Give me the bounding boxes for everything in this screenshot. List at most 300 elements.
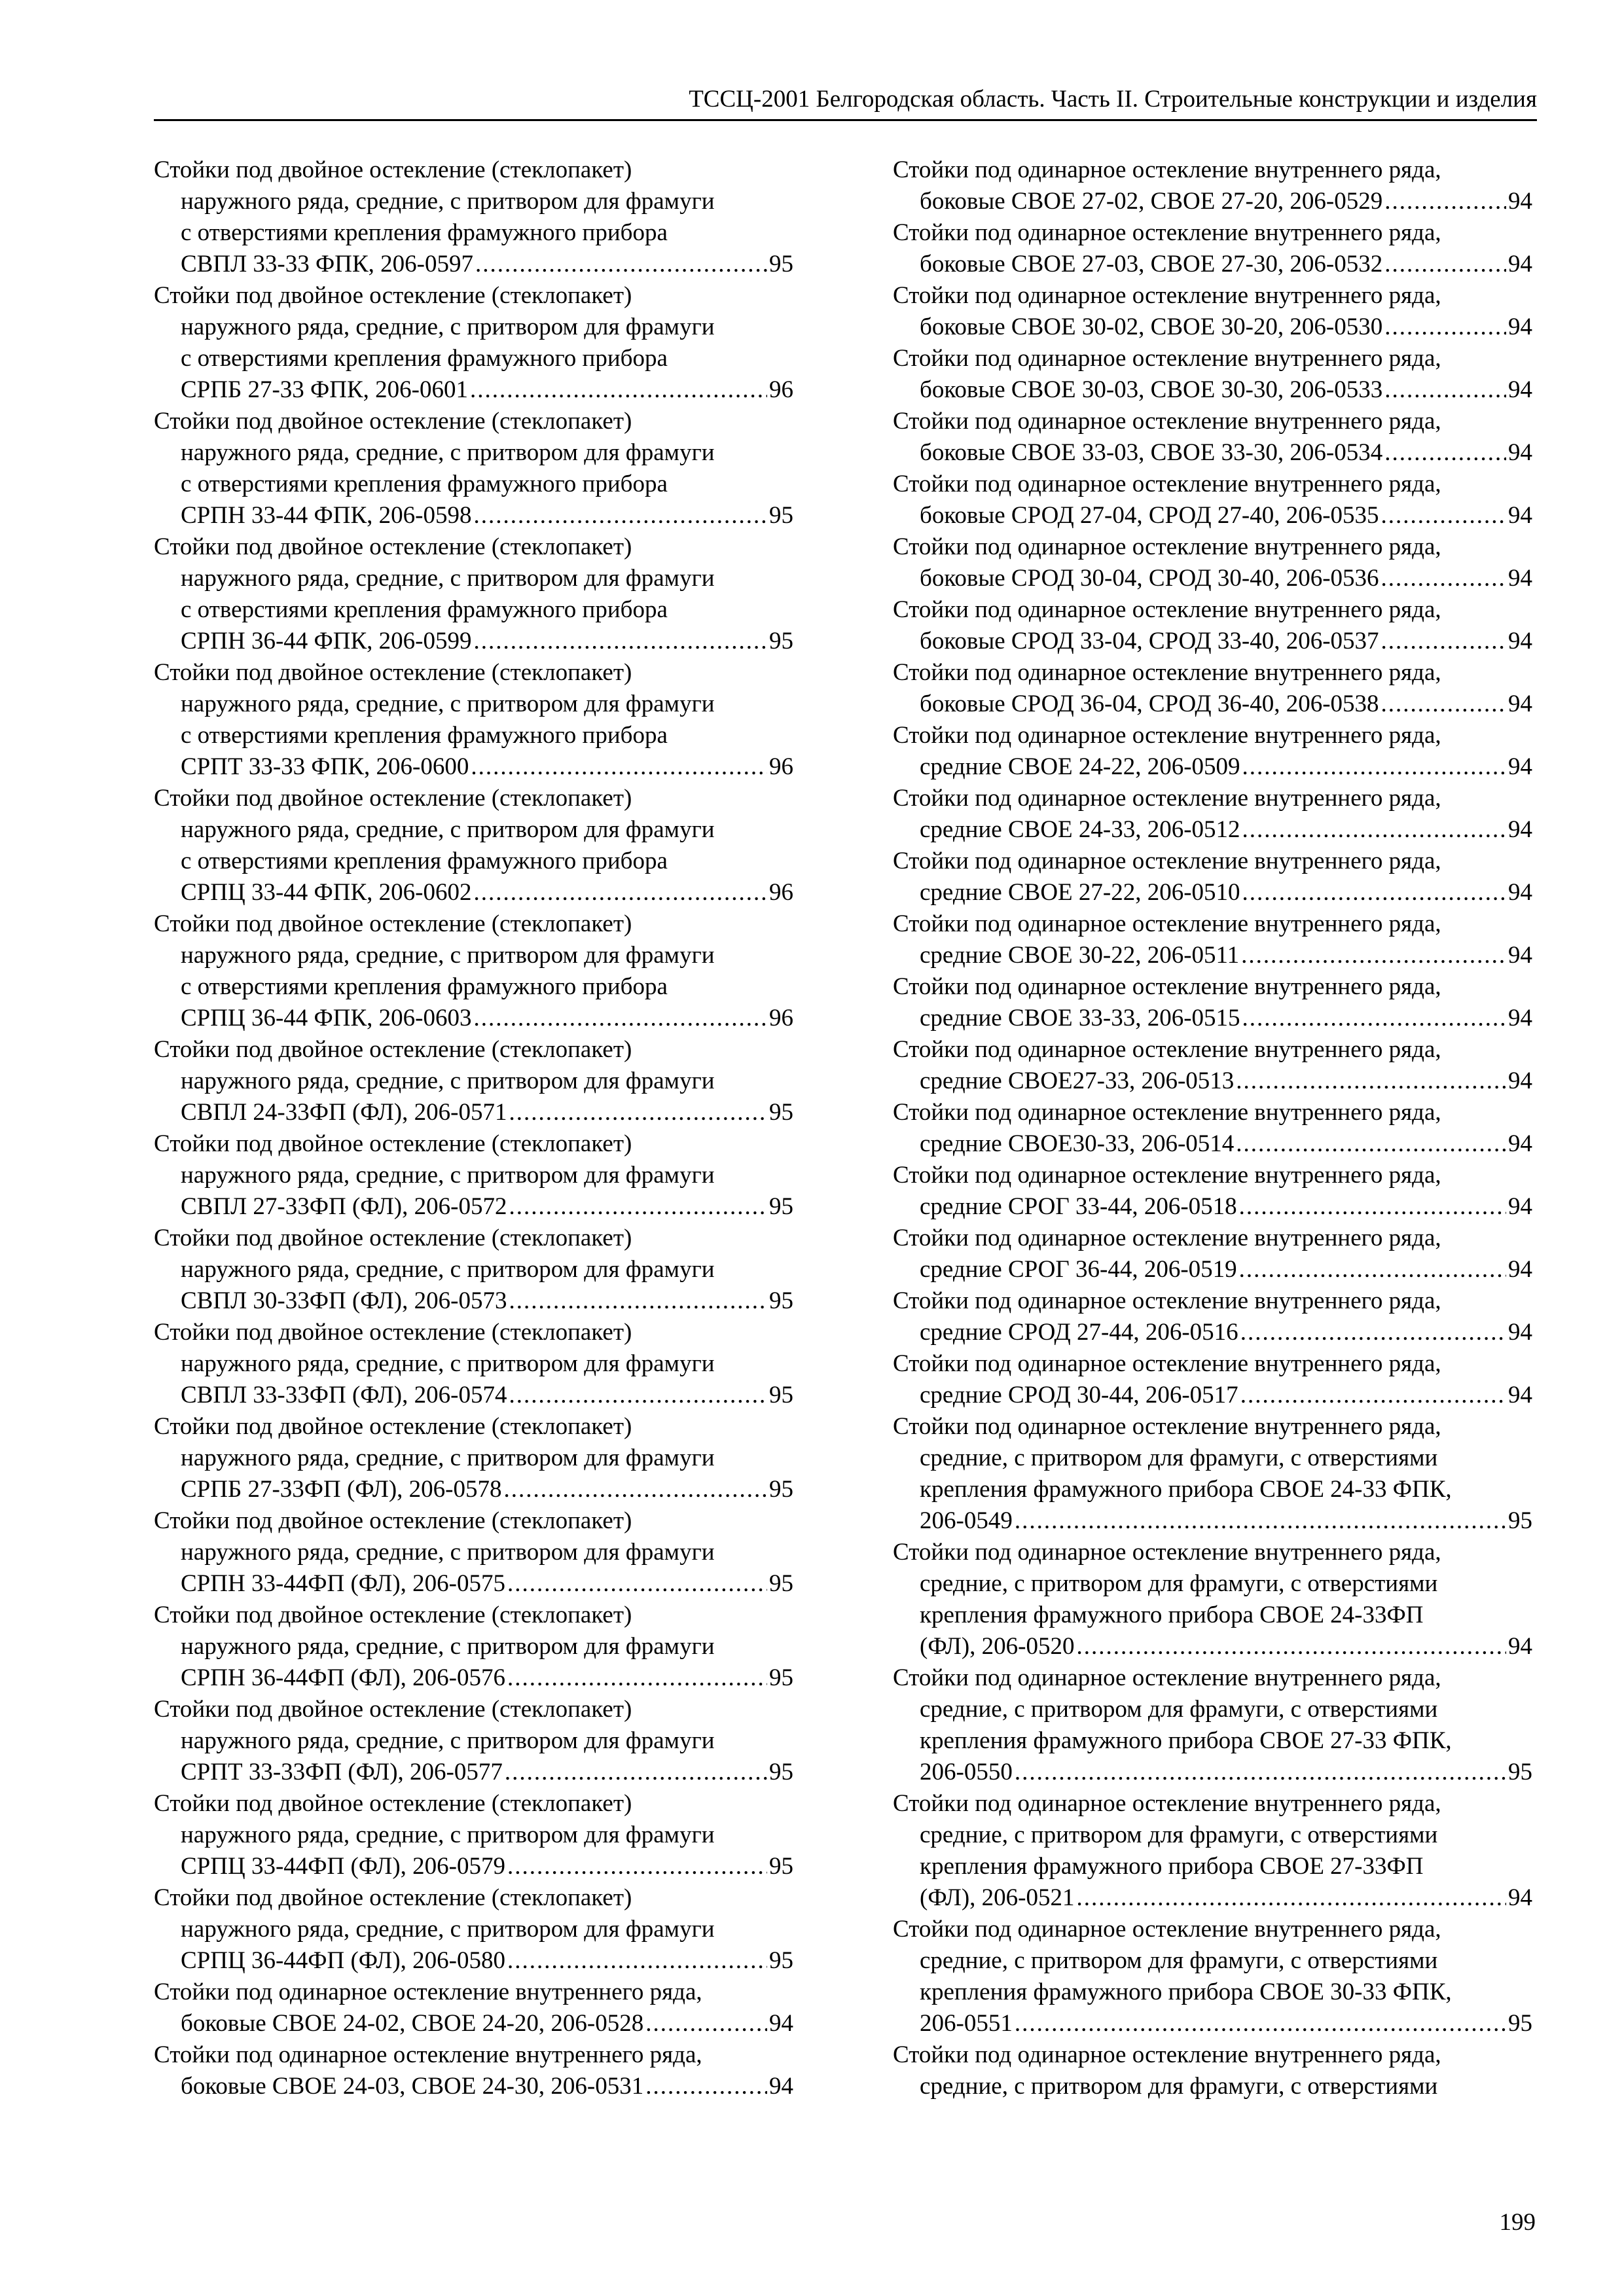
index-entry-line: наружного ряда, средние, с притвором для фрамуги — [181, 439, 715, 466]
index-entry — [893, 469, 1532, 531]
index-entry — [893, 1537, 1532, 1662]
index-entry-page: 95 — [769, 1664, 793, 1691]
index-entry-last-line — [893, 626, 1532, 657]
index-entry-page: 94 — [1508, 1005, 1532, 1031]
index-entry-text: 206-0549 — [920, 1507, 1013, 1534]
index-entry-last-line — [893, 500, 1532, 531]
index-entry-page: 94 — [1508, 376, 1532, 403]
index-entry-line: Стойки под одинарное остекление внутреннего ряда, — [893, 408, 1441, 435]
index-entry-text: боковые СВОЕ 24-02, СВОЕ 24-20, 206-0528 — [181, 2010, 644, 2037]
index-entry-text: СВПЛ 24-33ФП (ФЛ), 206-0571 — [181, 1099, 507, 1126]
index-entry-line: Стойки под двойное остекление (стеклопакет) — [154, 1036, 632, 1063]
index-entry-line: Стойки под одинарное остекление внутреннего ряда, — [893, 722, 1441, 749]
index-entry-page: 96 — [769, 753, 793, 780]
index-entry-text: 206-0550 — [920, 1759, 1013, 1785]
index-entry — [893, 1348, 1532, 1411]
index-entry-page: 94 — [1508, 753, 1532, 780]
index-entry-last-line — [893, 814, 1532, 846]
index-entry — [154, 1223, 793, 1317]
index-entry-line: средние, с притвором для фрамуги, с отверстиями — [920, 1696, 1438, 1723]
index-entry — [154, 1317, 793, 1411]
index-entry-line: Стойки под одинарное остекление внутреннего ряда, — [893, 1350, 1441, 1377]
index-entry-line: крепления фрамужного прибора СВОЕ 30-33 ФПК, — [920, 1979, 1452, 2005]
index-entry-page: 95 — [769, 628, 793, 655]
index-entry-text: СРПЦ 33-44 ФПК, 206-0602 — [181, 879, 472, 906]
index-entry-line: крепления фрамужного прибора СВОЕ 24-33ФП — [920, 1602, 1424, 1628]
dot-leader — [1381, 626, 1506, 657]
index-entry-text: средние СВОЕ 24-33, 206-0512 — [920, 816, 1240, 843]
index-entry-line: Стойки под одинарное остекление внутреннего ряда, — [893, 1413, 1441, 1440]
index-entry-line: Стойки под одинарное остекление внутреннего ряда, — [893, 910, 1441, 937]
index-entry — [893, 531, 1532, 594]
dot-leader — [473, 1003, 767, 1034]
index-entry-text: СРПН 33-44ФП (ФЛ), 206-0575 — [181, 1570, 505, 1597]
index-entry — [893, 846, 1532, 908]
index-entry-page: 95 — [1508, 1507, 1532, 1534]
index-entry-text: СВПЛ 27-33ФП (ФЛ), 206-0572 — [181, 1193, 507, 1220]
index-entry-page: 94 — [1508, 1256, 1532, 1283]
index-entry-text: средние СВОЕ 24-22, 206-0509 — [920, 753, 1240, 780]
dot-leader — [1236, 1066, 1506, 1097]
index-entry — [154, 154, 793, 280]
index-entry-line: с отверстиями крепления фрамужного прибора — [181, 345, 668, 372]
index-entry-line: Стойки под одинарное остекление внутреннего ряда, — [154, 1979, 702, 2005]
index-entry-line: с отверстиями крепления фрамужного прибора — [181, 973, 668, 1000]
index-entry-page: 94 — [769, 2010, 793, 2037]
index-entry — [154, 1128, 793, 1223]
index-entry-line: средние, с притвором для фрамуги, с отверстиями — [920, 1821, 1438, 1848]
index-entry-last-line — [893, 437, 1532, 469]
index-entry-page: 95 — [769, 1193, 793, 1220]
index-entry-page: 94 — [1508, 251, 1532, 278]
index-entry-text: СРПН 36-44ФП (ФЛ), 206-0576 — [181, 1664, 505, 1691]
dot-leader — [1242, 751, 1506, 783]
index-entry-page: 94 — [1508, 1130, 1532, 1157]
index-entry-line: наружного ряда, средние, с притвором для фрамуги — [181, 1256, 715, 1283]
index-entry-line: Стойки под одинарное остекление внутреннего ряда, — [893, 1225, 1441, 1251]
index-entry-line: средние, с притвором для фрамуги, с отверстиями — [920, 2073, 1438, 2100]
index-entry-page: 94 — [1508, 188, 1532, 215]
index-entry-page: 94 — [1508, 1633, 1532, 1660]
index-entry-text: боковые СРОД 33-04, СРОД 33-40, 206-0537 — [920, 628, 1379, 655]
index-entry-line: Стойки под двойное остекление (стеклопакет) — [154, 1884, 632, 1911]
index-entry-line: наружного ряда, средние, с притвором для фрамуги — [181, 188, 715, 215]
index-entry-line: наружного ряда, средние, с притвором для фрамуги — [181, 691, 715, 717]
index-entry-line: Стойки под одинарное остекление внутреннего ряда, — [893, 1790, 1441, 1817]
index-entry — [154, 531, 793, 657]
index-entry-page: 94 — [1508, 879, 1532, 906]
dot-leader — [473, 500, 767, 531]
index-entry-last-line — [893, 186, 1532, 217]
index-entry-page: 95 — [769, 1947, 793, 1974]
index-entry — [893, 1097, 1532, 1160]
index-entry-last-line — [154, 2008, 793, 2039]
index-entry-text: боковые СВОЕ 30-03, СВОЕ 30-30, 206-0533 — [920, 376, 1383, 403]
dot-leader — [1384, 437, 1506, 469]
index-entry-line: Стойки под одинарное остекление внутреннего ряда, — [893, 659, 1441, 686]
index-entry-text: 206-0551 — [920, 2010, 1013, 2037]
dot-leader — [1381, 500, 1506, 531]
index-entry-page: 94 — [1508, 1193, 1532, 1220]
dot-leader — [645, 2071, 767, 2102]
index-entry-page: 95 — [769, 1287, 793, 1314]
index-entry-page: 96 — [769, 1005, 793, 1031]
index-entry-line: Стойки под одинарное остекление внутреннего ряда, — [893, 471, 1441, 497]
index-entry — [893, 2039, 1532, 2102]
index-entry-last-line — [154, 1662, 793, 1694]
index-entry-line: наружного ряда, средние, с притвором для фрамуги — [181, 1916, 715, 1943]
index-entry-text: СВПЛ 33-33ФП (ФЛ), 206-0574 — [181, 1382, 507, 1408]
index-entry-page: 95 — [769, 1570, 793, 1597]
index-entry-line: Стойки под двойное остекление (стеклопакет) — [154, 910, 632, 937]
index-entry-page: 94 — [1508, 942, 1532, 969]
index-entry-line: Стойки под одинарное остекление внутреннего ряда, — [893, 973, 1441, 1000]
index-entry-line: наружного ряда, средние, с притвором для фрамуги — [181, 942, 715, 969]
index-entry-page: 96 — [769, 879, 793, 906]
index-entry — [154, 1505, 793, 1600]
index-entry-page: 94 — [1508, 1319, 1532, 1346]
index-entry-text: СРПБ 27-33 ФПК, 206-0601 — [181, 376, 468, 403]
header-title: ТССЦ-2001 Белгородская область. Часть II. Строительные конструкции и изделия — [689, 86, 1537, 113]
index-entry-line: Стойки под одинарное остекление внутреннего ряда, — [893, 2041, 1441, 2068]
dot-leader — [509, 1191, 767, 1223]
index-entry-last-line — [893, 1631, 1532, 1662]
index-entry — [893, 343, 1532, 406]
index-entry-text: боковые СВОЕ 27-02, СВОЕ 27-20, 206-0529 — [920, 188, 1383, 215]
index-entry-text: боковые СВОЕ 30-02, СВОЕ 30-20, 206-0530 — [920, 314, 1383, 340]
index-entry — [893, 1411, 1532, 1537]
index-entry-text: СВПЛ 30-33ФП (ФЛ), 206-0573 — [181, 1287, 507, 1314]
index-entry — [154, 2039, 793, 2102]
dot-leader — [1381, 563, 1506, 594]
dot-leader — [473, 626, 767, 657]
index-entry-line: наружного ряда, средние, с притвором для фрамуги — [181, 816, 715, 843]
index-entry-last-line — [893, 1882, 1532, 1914]
index-entry-line: средние, с притвором для фрамуги, с отверстиями — [920, 1947, 1438, 1974]
index-entry-page: 94 — [1508, 628, 1532, 655]
index-entry-text: средние СВОЕ30-33, 206-0514 — [920, 1130, 1235, 1157]
index-entry-text: СВПЛ 33-33 ФПК, 206-0597 — [181, 251, 473, 278]
index-entry-page: 94 — [1508, 565, 1532, 592]
index-entry-last-line — [893, 1317, 1532, 1348]
index-entry-text: СРПЦ 36-44 ФПК, 206-0603 — [181, 1005, 472, 1031]
index-entry-last-line — [893, 1380, 1532, 1411]
page-number: 199 — [1499, 2209, 1536, 2236]
index-entry-line: с отверстиями крепления фрамужного прибора — [181, 848, 668, 874]
index-entry-line: с отверстиями крепления фрамужного прибора — [181, 596, 668, 623]
index-entry-text: боковые СРОД 27-04, СРОД 27-40, 206-0535 — [920, 502, 1379, 529]
index-entry-last-line — [154, 1474, 793, 1505]
index-entry-line: Стойки под двойное остекление (стеклопакет) — [154, 1225, 632, 1251]
index-entry-line: крепления фрамужного прибора СВОЕ 24-33 ФПК, — [920, 1476, 1452, 1503]
index-entry — [154, 280, 793, 406]
index-entry — [893, 1223, 1532, 1285]
index-entry-page: 95 — [769, 1476, 793, 1503]
dot-leader — [473, 877, 767, 908]
index-entry-line: Стойки под двойное остекление (стеклопакет) — [154, 533, 632, 560]
index-entry-line: с отверстиями крепления фрамужного прибора — [181, 219, 668, 246]
index-entry-text: средние СРОД 30-44, 206-0517 — [920, 1382, 1238, 1408]
index-entry-text: (ФЛ), 206-0521 — [920, 1884, 1075, 1911]
index-entry-line: с отверстиями крепления фрамужного прибора — [181, 471, 668, 497]
dot-leader — [507, 1851, 767, 1882]
index-entry-line: Стойки под двойное остекление (стеклопакет) — [154, 156, 632, 183]
dot-leader — [1241, 940, 1506, 971]
index-entry-last-line — [893, 751, 1532, 783]
index-entry-line: Стойки под одинарное остекление внутреннего ряда, — [893, 345, 1441, 372]
index-entry-line: Стойки под одинарное остекление внутреннего ряда, — [893, 219, 1441, 246]
index-entry-text: СРПН 36-44 ФПК, 206-0599 — [181, 628, 472, 655]
dot-leader — [475, 249, 767, 280]
index-entry-last-line — [893, 877, 1532, 908]
index-entry-line: наружного ряда, средние, с притвором для фрамуги — [181, 1444, 715, 1471]
dot-leader — [1236, 1128, 1506, 1160]
index-entry-last-line — [893, 374, 1532, 406]
index-entry-text: боковые СРОД 36-04, СРОД 36-40, 206-0538 — [920, 691, 1379, 717]
index-entry-line: Стойки под одинарное остекление внутреннего ряда, — [893, 156, 1441, 183]
index-entry-line: Стойки под двойное остекление (стеклопакет) — [154, 282, 632, 309]
index-entry-page: 95 — [1508, 1759, 1532, 1785]
index-entry-line: наружного ряда, средние, с притвором для фрамуги — [181, 1633, 715, 1660]
dot-leader — [1384, 249, 1506, 280]
index-entry-last-line — [893, 1066, 1532, 1097]
dot-leader — [509, 1380, 767, 1411]
index-entry-line: Стойки под двойное остекление (стеклопакет) — [154, 1790, 632, 1817]
index-entry — [893, 594, 1532, 657]
index-entry-line: наружного ряда, средние, с притвором для фрамуги — [181, 1727, 715, 1754]
index-entry-page: 95 — [769, 1382, 793, 1408]
index-entry-text: средние СВОЕ 27-22, 206-0510 — [920, 879, 1240, 906]
dot-leader — [470, 374, 767, 406]
index-entry-page: 94 — [1508, 502, 1532, 529]
index-entry — [154, 657, 793, 783]
dot-leader — [1240, 1317, 1506, 1348]
index-column-left — [154, 154, 793, 2102]
index-entry-line: Стойки под двойное остекление (стеклопакет) — [154, 1130, 632, 1157]
index-entry — [893, 1034, 1532, 1097]
index-entry-line: наружного ряда, средние, с притвором для фрамуги — [181, 1539, 715, 1566]
index-entry — [154, 908, 793, 1034]
index-entry-line: Стойки под двойное остекление (стеклопакет) — [154, 1602, 632, 1628]
index-entry-page: 94 — [1508, 816, 1532, 843]
index-entry-line: Стойки под одинарное остекление внутреннего ряда, — [893, 596, 1441, 623]
dot-leader — [1239, 1254, 1506, 1285]
index-entry-line: Стойки под одинарное остекление внутреннего ряда, — [893, 282, 1441, 309]
index-entry-line: крепления фрамужного прибора СВОЕ 27-33ФП — [920, 1853, 1424, 1880]
index-entry-text: СРПЦ 33-44ФП (ФЛ), 206-0579 — [181, 1853, 505, 1880]
index-entry-line: Стойки под двойное остекление (стеклопакет) — [154, 408, 632, 435]
dot-leader — [509, 1285, 767, 1317]
dot-leader — [509, 1097, 767, 1128]
index-entry — [893, 908, 1532, 971]
index-entry-line: наружного ряда, средние, с притвором для фрамуги — [181, 314, 715, 340]
index-entry-last-line — [893, 1128, 1532, 1160]
index-entry-line: Стойки под одинарное остекление внутреннего ряда, — [893, 848, 1441, 874]
dot-leader — [507, 1568, 767, 1600]
index-entry-last-line — [154, 249, 793, 280]
index-entry-line: Стойки под одинарное остекление внутреннего ряда, — [893, 785, 1441, 812]
index-entry — [893, 154, 1532, 217]
dot-leader — [1015, 2008, 1506, 2039]
index-entry-last-line — [154, 2071, 793, 2102]
index-entry-last-line — [893, 312, 1532, 343]
index-entry-text: средние СВОЕ27-33, 206-0513 — [920, 1067, 1235, 1094]
index-entry-line: Стойки под одинарное остекление внутреннего ряда, — [893, 1287, 1441, 1314]
index-entry-line: средние, с притвором для фрамуги, с отверстиями — [920, 1444, 1438, 1471]
index-entry — [893, 280, 1532, 343]
index-entry-text: средние СРОГ 36-44, 206-0519 — [920, 1256, 1237, 1283]
index-entry-line: Стойки под одинарное остекление внутреннего ряда, — [893, 1036, 1441, 1063]
index-entry — [893, 657, 1532, 720]
dot-leader — [645, 2008, 767, 2039]
index-entry-last-line — [893, 249, 1532, 280]
dot-leader — [505, 1757, 767, 1788]
index-entry-last-line — [154, 374, 793, 406]
index-entry-line: Стойки под одинарное остекление внутреннего ряда, — [154, 2041, 702, 2068]
index-entry — [154, 1034, 793, 1128]
index-entry-line: Стойки под двойное остекление (стеклопакет) — [154, 1319, 632, 1346]
dot-leader — [1077, 1631, 1506, 1662]
index-entry-text: боковые СВОЕ 33-03, СВОЕ 33-30, 206-0534 — [920, 439, 1383, 466]
index-entry-line: Стойки под двойное остекление (стеклопакет) — [154, 785, 632, 812]
dot-leader — [504, 1474, 767, 1505]
index-entry-line: Стойки под одинарное остекление внутреннего ряда, — [893, 1539, 1441, 1566]
index-entry-line: наружного ряда, средние, с притвором для фрамуги — [181, 1821, 715, 1848]
index-entry-last-line — [154, 1568, 793, 1600]
index-entry-page: 95 — [769, 1853, 793, 1880]
index-entry-last-line — [154, 1945, 793, 1977]
index-entry — [893, 1788, 1532, 1914]
index-entry — [893, 1285, 1532, 1348]
dot-leader — [1242, 877, 1506, 908]
dot-leader — [507, 1662, 767, 1694]
index-entry-line: Стойки под двойное остекление (стеклопакет) — [154, 659, 632, 686]
index-entry-text: средние СРОГ 33-44, 206-0518 — [920, 1193, 1237, 1220]
index-entry-text: СРПТ 33-33ФП (ФЛ), 206-0577 — [181, 1759, 503, 1785]
index-entry-text: (ФЛ), 206-0520 — [920, 1633, 1075, 1660]
index-entry-last-line — [893, 1003, 1532, 1034]
index-entry-last-line — [893, 1505, 1532, 1537]
index-entry — [893, 406, 1532, 469]
index-entry-page: 95 — [769, 1759, 793, 1785]
index-entry — [893, 1662, 1532, 1788]
index-entry-text: боковые СРОД 30-04, СРОД 30-40, 206-0536 — [920, 565, 1379, 592]
index-entry-last-line — [893, 1254, 1532, 1285]
index-entry-line: наружного ряда, средние, с притвором для фрамуги — [181, 1350, 715, 1377]
dot-leader — [1015, 1505, 1506, 1537]
index-entry — [893, 217, 1532, 280]
index-entry-last-line — [893, 563, 1532, 594]
index-entry-text: СРПТ 33-33 ФПК, 206-0600 — [181, 753, 469, 780]
index-entry-last-line — [893, 689, 1532, 720]
dot-leader — [1381, 689, 1506, 720]
index-entry-page: 94 — [1508, 691, 1532, 717]
dot-leader — [471, 751, 767, 783]
index-entry-line: Стойки под двойное остекление (стеклопакет) — [154, 1696, 632, 1723]
index-entry-last-line — [154, 751, 793, 783]
dot-leader — [1384, 186, 1506, 217]
index-entry-line: крепления фрамужного прибора СВОЕ 27-33 ФПК, — [920, 1727, 1452, 1754]
index-entry — [893, 783, 1532, 846]
index-entry-page: 94 — [769, 2073, 793, 2100]
index-entry-line: Стойки под одинарное остекление внутреннего ряда, — [893, 533, 1441, 560]
index-entry-page: 95 — [769, 502, 793, 529]
index-entry-page: 94 — [1508, 1382, 1532, 1408]
index-entry-last-line — [154, 1191, 793, 1223]
dot-leader — [1242, 1003, 1506, 1034]
index-entry-last-line — [893, 2008, 1532, 2039]
index-entry-line: наружного ряда, средние, с притвором для фрамуги — [181, 565, 715, 592]
index-entry — [154, 406, 793, 531]
index-entry-page: 95 — [1508, 2010, 1532, 2037]
index-entry-text: боковые СВОЕ 27-03, СВОЕ 27-30, 206-0532 — [920, 251, 1383, 278]
dot-leader — [1384, 374, 1506, 406]
index-entry-line: Стойки под двойное остекление (стеклопакет) — [154, 1507, 632, 1534]
index-entry — [154, 783, 793, 908]
index-entry — [154, 1882, 793, 1977]
dot-leader — [1240, 1380, 1506, 1411]
index-entry — [154, 1788, 793, 1882]
index-entry-page: 95 — [769, 1099, 793, 1126]
index-entry-last-line — [893, 1757, 1532, 1788]
dot-leader — [1242, 814, 1506, 846]
dot-leader — [1384, 312, 1506, 343]
index-entry-text: СРПЦ 36-44ФП (ФЛ), 206-0580 — [181, 1947, 505, 1974]
index-entry — [154, 1694, 793, 1788]
index-entry-line: средние, с притвором для фрамуги, с отверстиями — [920, 1570, 1438, 1597]
index-entry-line: наружного ряда, средние, с притвором для фрамуги — [181, 1067, 715, 1094]
index-entry-line: наружного ряда, средние, с притвором для фрамуги — [181, 1162, 715, 1189]
index-entry-line: Стойки под одинарное остекление внутреннего ряда, — [893, 1099, 1441, 1126]
index-entry-last-line — [154, 500, 793, 531]
index-entry-last-line — [154, 1003, 793, 1034]
index-entry-line: Стойки под двойное остекление (стеклопакет) — [154, 1413, 632, 1440]
index-entry-text: СРПБ 27-33ФП (ФЛ), 206-0578 — [181, 1476, 502, 1503]
index-entry-text: средние СВОЕ 33-33, 206-0515 — [920, 1005, 1240, 1031]
index-entry-line: с отверстиями крепления фрамужного прибора — [181, 722, 668, 749]
index-entry — [154, 1977, 793, 2039]
index-entry-text: боковые СВОЕ 24-03, СВОЕ 24-30, 206-0531 — [181, 2073, 644, 2100]
index-entry — [893, 1160, 1532, 1223]
index-entry-last-line — [154, 626, 793, 657]
index-entry — [154, 1600, 793, 1694]
dot-leader — [1077, 1882, 1506, 1914]
index-entry-last-line — [154, 1097, 793, 1128]
index-entry — [893, 720, 1532, 783]
index-entry-text: СРПН 33-44 ФПК, 206-0598 — [181, 502, 472, 529]
index-entry-last-line — [893, 1191, 1532, 1223]
index-entry — [154, 1411, 793, 1505]
index-entry-page: 94 — [1508, 439, 1532, 466]
index-entry-last-line — [893, 940, 1532, 971]
index-entry-page: 95 — [769, 251, 793, 278]
dot-leader — [507, 1945, 767, 1977]
index-entry-line: Стойки под одинарное остекление внутреннего ряда, — [893, 1664, 1441, 1691]
index-entry-page: 94 — [1508, 1067, 1532, 1094]
index-entry-page: 96 — [769, 376, 793, 403]
index-entry-last-line — [154, 1757, 793, 1788]
index-entry-page: 94 — [1508, 1884, 1532, 1911]
index-entry-last-line — [154, 1285, 793, 1317]
index-entry — [893, 1914, 1532, 2039]
index-entry-last-line — [154, 1380, 793, 1411]
index-entry-last-line — [154, 1851, 793, 1882]
index-entry-text: средние СВОЕ 30-22, 206-0511 — [920, 942, 1240, 969]
index-column-right — [893, 154, 1532, 2102]
index-entry-line: Стойки под одинарное остекление внутреннего ряда, — [893, 1162, 1441, 1189]
index-entry-page: 94 — [1508, 314, 1532, 340]
index-entry-last-line — [154, 877, 793, 908]
